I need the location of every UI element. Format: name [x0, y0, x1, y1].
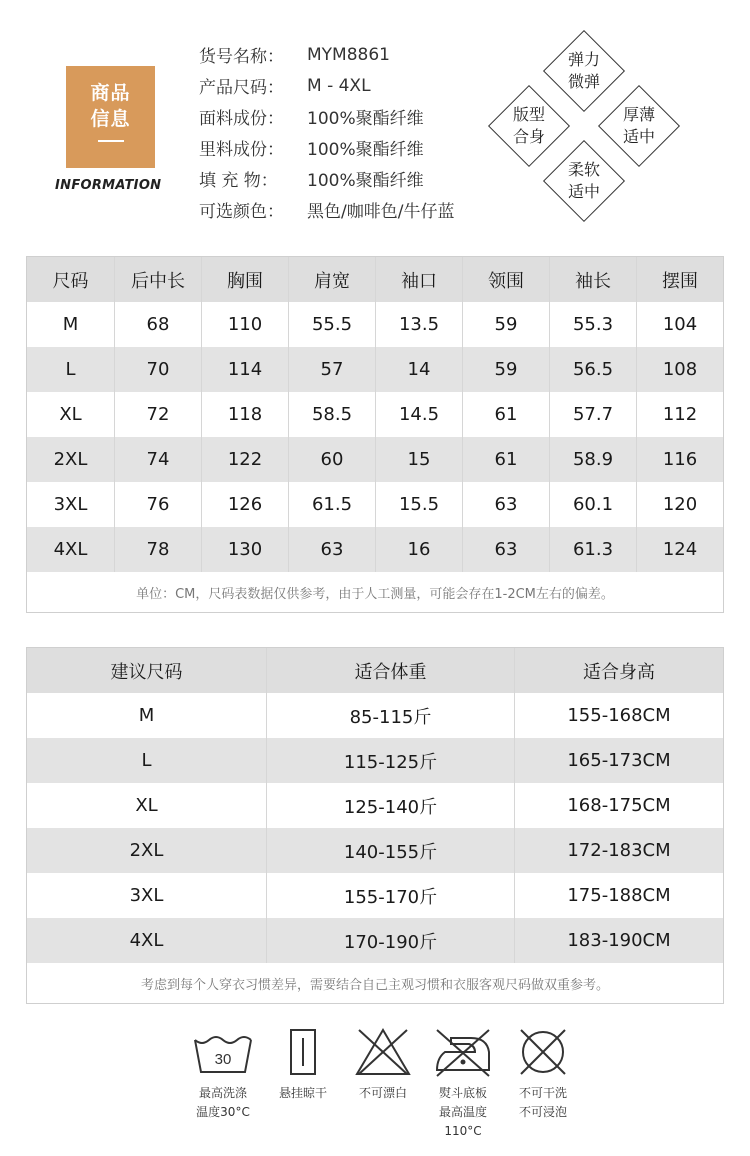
table-cell: 61 [463, 437, 550, 482]
iron-110-icon [431, 1026, 495, 1078]
table-cell: 57 [289, 347, 376, 392]
info-row [199, 101, 454, 132]
header-cell: 摆围 [662, 270, 698, 292]
info-key: 面料成份： [199, 109, 284, 129]
info-key: 产品尺码： [199, 78, 284, 98]
info-value: 100%聚酯纤维 [307, 109, 424, 129]
table-cell: 55.3 [550, 302, 637, 347]
info-key: 里料成份： [199, 140, 284, 160]
table-cell: 61.5 [289, 482, 376, 527]
header-cell: 尺码 [27, 257, 115, 302]
table-cell: XL [27, 392, 115, 437]
table-cell: 76 [115, 482, 202, 527]
table-cell: 16 [376, 527, 463, 572]
feature-text: 柔软 [567, 160, 600, 179]
wash-30-icon [191, 1026, 255, 1078]
feature-diamonds [476, 20, 716, 220]
size-table [26, 256, 724, 613]
table-cell: 14 [376, 347, 463, 392]
table-row [27, 828, 723, 873]
table-cell: 2XL [27, 828, 267, 873]
feature-text: 微弹 [567, 72, 600, 91]
table-row [27, 392, 723, 437]
info-row [199, 132, 454, 163]
table-cell: 4XL [27, 918, 267, 963]
table-cell: 172-183CM [567, 840, 671, 861]
table-cell: 125-140斤 [267, 783, 515, 828]
table-cell: 2XL [27, 437, 115, 482]
feature-fit [489, 104, 569, 148]
care-instructions [183, 1026, 583, 1141]
table-cell: 104 [662, 314, 698, 335]
table-cell: L [27, 738, 267, 783]
feature-text: 适中 [567, 182, 600, 201]
header-cell: 领围 [463, 257, 550, 302]
table-cell: 110 [202, 302, 289, 347]
info-badge [66, 66, 155, 168]
header-cell: 袖长 [550, 257, 637, 302]
table-row [27, 347, 723, 392]
table-row [27, 302, 723, 347]
table-cell: 115-125斤 [267, 738, 515, 783]
table-cell: 175-188CM [567, 885, 671, 906]
feature-text: 版型 [512, 105, 545, 124]
table-cell: 15 [376, 437, 463, 482]
table-cell: 59 [463, 347, 550, 392]
info-value: 黑色/咖啡色/牛仔蓝 [307, 202, 455, 222]
table-cell: 165-173CM [567, 750, 671, 771]
fit-table-note: 考虑到每个人穿衣习惯差异，需要结合自己主观习惯和衣服客观尺码做双重参考。 [27, 963, 723, 1003]
care-item-wash [183, 1026, 263, 1141]
fit-table [26, 647, 724, 1004]
table-cell: L [27, 347, 115, 392]
wash-temp-number: 30 [214, 1051, 232, 1068]
feature-softness [544, 159, 624, 203]
table-cell: 58.9 [550, 437, 637, 482]
table-cell: 63 [463, 527, 550, 572]
table-row [27, 918, 723, 963]
table-cell: 70 [115, 347, 202, 392]
table-cell: 183-190CM [567, 930, 671, 951]
table-cell: 74 [115, 437, 202, 482]
table-cell: 118 [202, 392, 289, 437]
care-label: 悬挂晾干 [278, 1086, 327, 1100]
table-cell: 126 [202, 482, 289, 527]
table-cell: 61 [463, 392, 550, 437]
feature-elasticity [544, 49, 624, 93]
badge-english-label: INFORMATION [55, 178, 162, 193]
feature-text: 弹力 [567, 50, 600, 69]
info-key: 填 充 物： [199, 171, 278, 191]
table-cell: 122 [202, 437, 289, 482]
info-row [199, 194, 454, 225]
table-cell: 60.1 [550, 482, 637, 527]
table-row [27, 437, 723, 482]
care-item-no-dry-clean [503, 1026, 583, 1141]
feature-thickness [599, 104, 679, 148]
table-cell: 112 [662, 404, 698, 425]
table-cell: 116 [662, 449, 698, 470]
table-cell: 14.5 [376, 392, 463, 437]
table-row [27, 873, 723, 918]
table-cell: 61.3 [550, 527, 637, 572]
info-key: 货号名称： [199, 47, 284, 67]
table-cell: 57.7 [550, 392, 637, 437]
product-info-list [199, 39, 454, 225]
badge-line-1: 商品 [90, 82, 131, 104]
table-cell: 15.5 [376, 482, 463, 527]
info-value: MYM8861 [307, 44, 390, 65]
table-cell: 120 [662, 494, 698, 515]
info-value: 100%聚酯纤维 [307, 140, 424, 160]
table-cell: 4XL [27, 527, 115, 572]
header-cell: 后中长 [115, 257, 202, 302]
header-cell: 胸围 [202, 257, 289, 302]
table-cell: 114 [202, 347, 289, 392]
table-cell: 3XL [27, 873, 267, 918]
care-label: 不可干洗 不可浸泡 [518, 1086, 567, 1119]
care-label: 最高洗涤 温度30°C [196, 1086, 250, 1119]
feature-text: 合身 [512, 127, 545, 146]
table-cell: 63 [289, 527, 376, 572]
table-cell: 130 [202, 527, 289, 572]
care-label: 不可漂白 [358, 1086, 407, 1100]
care-item-hang-dry [263, 1026, 343, 1141]
table-cell: 78 [115, 527, 202, 572]
header-cell: 袖口 [376, 257, 463, 302]
table-cell: 72 [115, 392, 202, 437]
table-cell: 68 [115, 302, 202, 347]
table-row [27, 693, 723, 738]
table-cell: 59 [463, 302, 550, 347]
table-cell: 155-168CM [567, 705, 671, 726]
fit-table-header [27, 648, 723, 693]
info-row [199, 70, 454, 101]
table-cell: 56.5 [550, 347, 637, 392]
table-cell: 155-170斤 [267, 873, 515, 918]
table-row [27, 783, 723, 828]
header-cell: 适合身高 [583, 661, 655, 683]
table-cell: XL [27, 783, 267, 828]
header-cell: 适合体重 [267, 648, 515, 693]
feature-text: 适中 [622, 127, 655, 146]
badge-line-2: 信息 [90, 108, 131, 130]
table-row [27, 527, 723, 572]
table-cell: 60 [289, 437, 376, 482]
care-label: 熨斗底板 最高温度 110°C [438, 1086, 487, 1138]
table-cell: 13.5 [376, 302, 463, 347]
table-cell: 55.5 [289, 302, 376, 347]
care-item-no-bleach [343, 1026, 423, 1141]
no-dry-clean-icon [515, 1026, 571, 1078]
header-cell: 肩宽 [289, 257, 376, 302]
header-cell: 建议尺码 [27, 648, 267, 693]
table-cell: 124 [662, 539, 698, 560]
info-row [199, 163, 454, 194]
table-cell: 63 [463, 482, 550, 527]
size-table-header [27, 257, 723, 302]
feature-text: 厚薄 [622, 105, 655, 124]
care-item-iron [423, 1026, 503, 1141]
table-row [27, 738, 723, 783]
info-row [199, 39, 454, 70]
table-cell: 168-175CM [567, 795, 671, 816]
info-value: M - 4XL [307, 75, 371, 96]
hang-dry-icon [283, 1026, 323, 1078]
table-cell: 58.5 [289, 392, 376, 437]
table-cell: 3XL [27, 482, 115, 527]
table-cell: 140-155斤 [267, 828, 515, 873]
table-cell: M [27, 302, 115, 347]
info-value: 100%聚酯纤维 [307, 171, 424, 191]
table-cell: 108 [662, 359, 698, 380]
info-key: 可选颜色： [199, 202, 284, 222]
table-row [27, 482, 723, 527]
size-table-note: 单位：CM，尺码表数据仅供参考，由于人工测量，可能会存在1-2CM左右的偏差。 [27, 572, 723, 612]
table-cell: 85-115斤 [267, 693, 515, 738]
table-cell: 170-190斤 [267, 918, 515, 963]
badge-divider [98, 140, 124, 142]
no-bleach-icon [353, 1026, 413, 1078]
table-cell: M [27, 693, 267, 738]
